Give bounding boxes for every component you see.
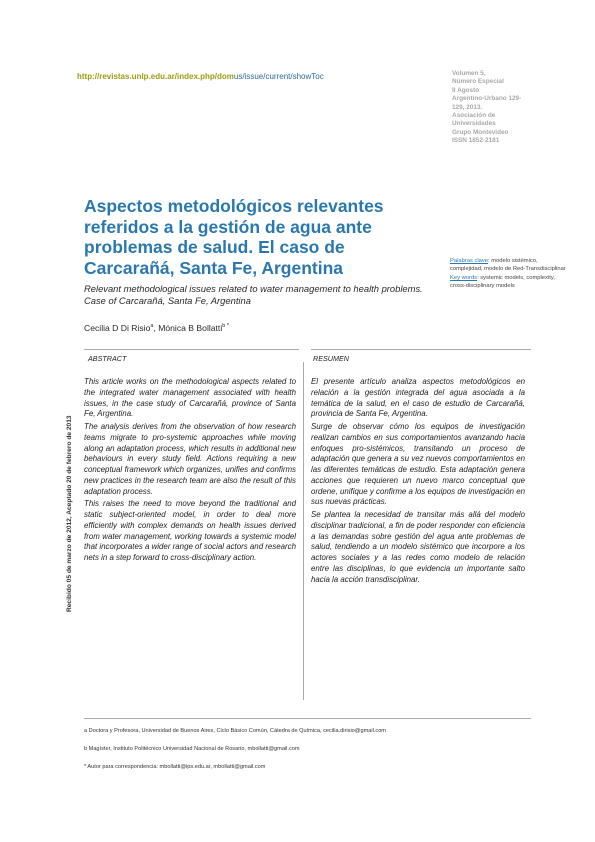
meta-line: Grupo Montevideo: [452, 128, 509, 136]
journal-meta: [452, 70, 562, 146]
keywords-en: [450, 275, 566, 290]
url-part-2: us/issue/current/showToc: [233, 72, 324, 81]
meta-line: Número Especial: [452, 78, 504, 86]
meta-line: 129, 2013.: [452, 103, 483, 111]
keywords-box: [450, 258, 566, 290]
article-title: Aspectos metodológicos relevantes referidos a la gestión de agua ante problemas de salud. El caso de Carcarañá, Santa Fe, Argentina: [84, 196, 384, 278]
meta-line: Volumen 5,: [452, 70, 486, 77]
author-affiliation-mark: b *: [222, 323, 229, 330]
resumen-rule: [311, 349, 531, 350]
keywords-es-label: Palabras clave: [450, 258, 489, 264]
author-separator: ,: [153, 323, 159, 333]
journal-url-link[interactable]: [77, 72, 324, 81]
abstract-paragraph: This article works on the methodological aspects related to the integrated water management associated with health issues, in the case study of Carcarañá, province of Santa Fe, Argentina.: [84, 377, 296, 419]
keywords-en-text: : systemic models, complexity, cross-disciplinary models: [450, 275, 555, 289]
abstract-paragraph: The analysis derives from the observation of how research teams migrate to pro-systemic approaches while moving along an adaptation process, which results in additional new behaviours in every study field. Actions requiring a new conceptual framework which organizes, unifies and confirms new practices in the research team are also the result of this adaptation process.: [84, 422, 296, 496]
meta-line: II Agosto: [452, 86, 480, 94]
authors: [84, 323, 229, 333]
resumen-body: [311, 377, 525, 587]
article-subtitle: Relevant methodological issues related to water management to health problems. Case of Carcarañá, Santa Fe, Argentina: [84, 283, 423, 307]
keywords-es: [450, 258, 566, 273]
url-part-1: http://revistas.unlp.edu.ar/index.php/dom: [77, 72, 234, 81]
footnote: b Magíster, Instituto Politécnico Universidad Nacional de Rosario, mbollatti@gmail.com: [84, 746, 300, 752]
meta-line: ISSN 1852-2181: [452, 137, 500, 145]
author-affiliation-mark: a: [150, 323, 154, 330]
received-accepted-dates: Recibido 05 de marzo de 2012, Aceptado 20 de febrero de 2013: [66, 415, 73, 612]
author-name: Mónica B Bollatti: [158, 323, 223, 333]
meta-line: Argentino-Urbano 129-: [452, 95, 522, 103]
resumen-paragraph: Se plantea la necesidad de transitar más allá del modelo disciplinar tradicional, a fin de poder responder con eficiencia a las demandas sobre gestión del agua ante problemas de salud, tendiendo a un modelo sistémico que incorpore a los actores sociales y a las redes como modelo de relación entre las disciplinas, lo que evidencia un importante salto hacia la acción transdisciplinar.: [311, 510, 525, 584]
resumen-paragraph: El presente artículo analiza aspectos metodológicos en relación a la gestión integrada del agua asociada a la temática de la salud, en el caso de estudio de Carcarañá, provincia de Santa Fe, Argentina.: [311, 377, 525, 419]
abstract-rule: [84, 349, 299, 350]
abstract-heading: ABSTRACT: [88, 354, 127, 363]
footnote-rule: [84, 718, 531, 719]
keywords-en-label: Key words: [450, 275, 478, 282]
abstract-body: [84, 377, 296, 566]
column-divider: [303, 362, 304, 700]
resumen-heading: RESUMEN: [313, 354, 349, 363]
footnote: * Autor para correspondencia: mbollatti@ips.edu.ar, mbollatti@gmail.com: [84, 764, 266, 770]
meta-line: Asociación de: [452, 112, 496, 120]
abstract-paragraph: This raises the need to move beyond the traditional and static subject-oriented model, in order to deal more efficiently with complex demands on health issues derived from water management, working towards a systemic model that incorporates a wider range of social actors and research nets in a step forward to cross-disciplinary action.: [84, 499, 296, 562]
footnote: a Doctora y Profesora, Universidad de Buenos Aires, Ciclo Básico Común, Cátedra de Química, cecilia.dirisio@gmail.com: [84, 728, 386, 734]
author-name: Cecilia D Di Risio: [84, 323, 151, 333]
resumen-paragraph: Surge de observar cómo los equipos de investigación realizan cambios en sus comportamientos avanzando hacia enfoques pro-sistémicos, transitando un proceso de adaptación que genera a su vez nuevos comportamientos en las diferentes temáticas de estudio. Esta adaptación genera acciones que requieren un nuevo marco conceptual que ordene, unifique y confirme a los equipos de investigación en sus nuevas prácticas.: [311, 422, 525, 507]
keywords-es-text: : modelo sistémico, complejidad, modelo de Red-Transdisciplinar: [450, 258, 566, 272]
meta-line: Universidades: [452, 120, 496, 128]
